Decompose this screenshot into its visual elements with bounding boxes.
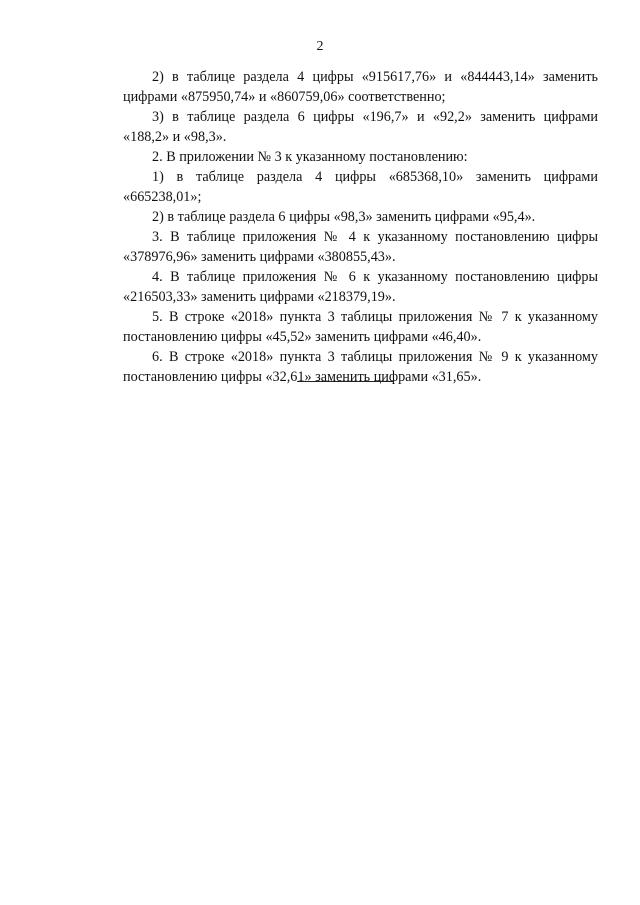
paragraph-amend-1-2: 2) в таблице раздела 4 цифры «915617,76» и «844443,14» заменить цифрами «875950,74» и «860759,06» соответственно; [123,69,598,105]
document-body [123,67,598,387]
paragraph-amend-1-3: 3) в таблице раздела 6 цифры «196,7» и «92,2» заменить цифрами «188,2» и «98,3». [123,109,598,145]
end-of-document-rule [297,381,394,382]
paragraph-appendix-9: 6. В строке «2018» пункта 3 таблицы приложения № 9 к указанному постановлению цифры «32,61» заменить цифрами «31,65». [123,349,598,385]
page-number: 2 [316,39,324,54]
paragraph-appendix-4: 3. В таблице приложения № 4 к указанному постановлению цифры «378976,96» заменить цифрами «380855,43». [123,229,598,265]
paragraph-appendix-3-heading: 2. В приложении № 3 к указанному постановлению: [152,149,468,165]
paragraph-amend-2-1: 1) в таблице раздела 4 цифры «685368,10» заменить цифрами «665238,01»; [123,169,598,205]
paragraph-appendix-6: 4. В таблице приложения № 6 к указанному постановлению цифры «216503,33» заменить цифрами «218379,19». [123,269,598,305]
paragraph-appendix-7: 5. В строке «2018» пункта 3 таблицы приложения № 7 к указанному постановлению цифры «45,52» заменить цифрами «46,40». [123,309,598,345]
paragraph-amend-2-2: 2) в таблице раздела 6 цифры «98,3» заменить цифрами «95,4». [152,209,536,225]
